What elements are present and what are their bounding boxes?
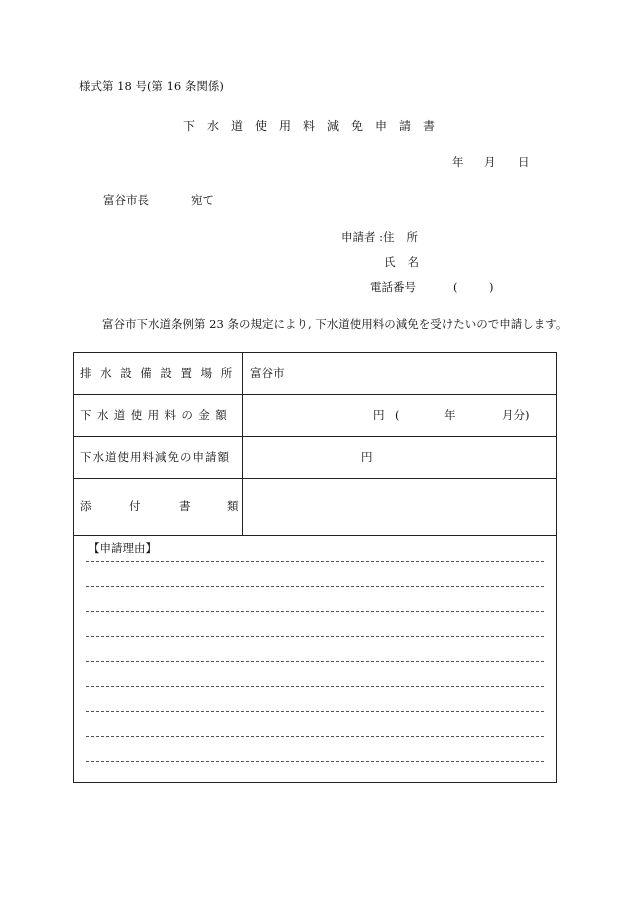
table-row-fee-amount bbox=[74, 395, 556, 437]
table-row-attachments bbox=[74, 479, 556, 536]
reduction-yen-label: 円 bbox=[361, 450, 373, 464]
reason-line[interactable] bbox=[86, 686, 544, 687]
fee-paren-open: ( bbox=[395, 408, 400, 422]
reason-line[interactable] bbox=[86, 636, 544, 637]
attachments-label-char: 付 bbox=[129, 499, 141, 513]
reason-line[interactable] bbox=[86, 561, 544, 562]
name-label: 氏名 bbox=[384, 255, 431, 269]
attachments-label-char: 書 bbox=[179, 499, 191, 513]
reason-line[interactable] bbox=[86, 586, 544, 587]
reason-line[interactable] bbox=[86, 611, 544, 612]
fee-amount-label: 下水道使用料の金額 bbox=[80, 408, 233, 422]
form-number: 様式第 18 号(第 16 条関係) bbox=[79, 79, 224, 93]
tel-label: 電話番号 bbox=[370, 280, 416, 294]
reason-line[interactable] bbox=[86, 736, 544, 737]
reason-title: 【申請理由】 bbox=[88, 541, 157, 555]
date-year-label: 年 bbox=[452, 155, 464, 169]
table-row-location bbox=[74, 353, 556, 395]
location-value: 富谷市 bbox=[250, 366, 285, 380]
fee-year-label: 年 bbox=[444, 408, 456, 422]
application-statement: 富谷市下水道条例第 23 条の規定により, 下水道使用料の減免を受けたいので申請します。 bbox=[102, 317, 568, 331]
addressee-mayor: 富谷市長 bbox=[103, 193, 149, 207]
attachments-label-char: 添 bbox=[80, 499, 92, 513]
fee-yen-label: 円 bbox=[373, 408, 385, 422]
reason-line[interactable] bbox=[86, 761, 544, 762]
date-day-label: 日 bbox=[518, 155, 530, 169]
addressee-suffix: 宛て bbox=[191, 193, 214, 207]
date-month-label: 月 bbox=[484, 155, 496, 169]
reason-line[interactable] bbox=[86, 711, 544, 712]
location-label: 排水設備設置場所 bbox=[80, 366, 241, 380]
tel-paren-open: ( bbox=[453, 280, 458, 294]
page-title: 下水道使用料減免申請書 bbox=[182, 119, 447, 133]
attachments-label-char: 類 bbox=[227, 499, 239, 513]
tel-paren-close: ) bbox=[489, 280, 494, 294]
applicant-label: 申請者 : bbox=[341, 230, 384, 244]
reason-line[interactable] bbox=[86, 661, 544, 662]
address-label: 住所 bbox=[383, 230, 430, 244]
application-table bbox=[73, 352, 557, 783]
table-row-reduction-amount bbox=[74, 437, 556, 479]
reduction-amount-label: 下水道使用料減免の申請額 bbox=[80, 450, 230, 464]
fee-month-label: 月分) bbox=[502, 408, 530, 422]
